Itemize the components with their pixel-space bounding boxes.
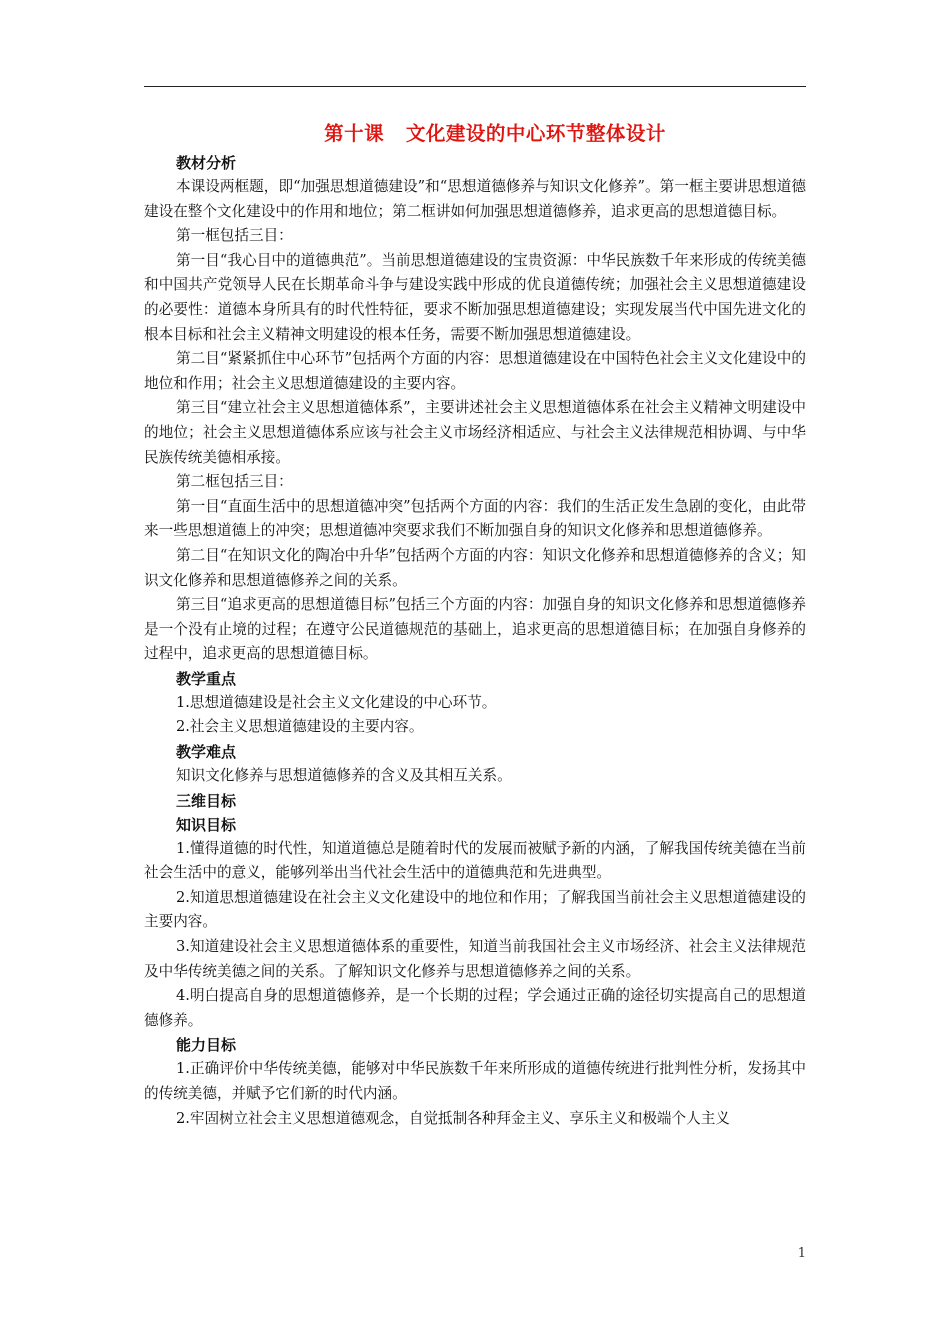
paragraph: 1.正确评价中华传统美德，能够对中华民族数千年来所形成的道德传统进行批判性分析，发扬其中的传统美德，并赋予它们新的时代内涵。 <box>144 1060 806 1102</box>
paragraph: 第三目“建立社会主义思想道德体系”，主要讲述社会主义思想道德体系在社会主义精神文明建设中的地位；社会主义思想道德体系应该与社会主义市场经济相适应、与社会主义法律规范相协调、与中华民族传统美德相承接。 <box>144 399 806 466</box>
paragraph: 知识文化修养与思想道德修养的含义及其相互关系。 <box>176 767 512 785</box>
paragraph: 4.明白提高自身的思想道德修养，是一个长期的过程；学会通过正确的途径切实提高自己的思想道德修养。 <box>144 987 806 1029</box>
paragraph: 第一目“我心目中的道德典范”。当前思想道德建设的宝贵资源：中华民族数千年来形成的传统美德和中国共产党领导人民在长期革命斗争与建设实践中形成的优良道德传统；加强社会主义思想道德建设的必要性：道德本身所具有的时代性特征，要求不断加强思想道德建设；实现发展当代中国先进文化的根本目标和社会主义精神文明建设的根本任务，需要不断加强思想道德建设。 <box>144 251 806 343</box>
page-number: 1 <box>797 1246 806 1261</box>
paragraph: 1.懂得道德的时代性，知道道德总是随着时代的发展而被赋予新的内涵，了解我国传统美德在当前社会生活中的意义，能够列举出当代社会生活中的道德典范和先进典型。 <box>144 839 806 882</box>
paragraph: 第一目“直面生活中的思想道德冲突”包括两个方面的内容：我们的生活正发生急剧的变化，由此带来一些思想道德上的冲突；思想道德冲突要求我们不断加强自身的知识文化修养和思想道德修养。 <box>144 497 806 540</box>
document-body <box>144 151 806 1131</box>
paragraph: 1.思想道德建设是社会主义文化建设的中心环节。 <box>176 693 497 711</box>
paragraph: 第二目“在知识文化的陶冶中升华”包括两个方面的内容：知识文化修养和思想道德修养的含义；知识文化修养和思想道德修养之间的关系。 <box>144 546 806 589</box>
section-heading: 三维目标 <box>176 791 237 810</box>
document-page <box>144 118 806 1131</box>
paragraph: 第三目“追求更高的思想道德目标”包括三个方面的内容：加强自身的知识文化修养和思想道德修养是一个没有止境的过程；在遵守公民道德规范的基础上，追求更高的思想道德目标；在加强自身修养的过程中，追求更高的思想道德目标。 <box>144 596 806 663</box>
paragraph: 第二目“紧紧抓住中心环节”包括两个方面的内容：思想道德建设在中国特色社会主义文化建设中的地位和作用；社会主义思想道德建设的主要内容。 <box>144 350 806 392</box>
section-heading: 能力目标 <box>176 1036 237 1055</box>
paragraph: 2.牢固树立社会主义思想道德观念，自觉抵制各种拜金主义、享乐主义和极端个人主义 <box>176 1109 730 1127</box>
paragraph: 3.知道建设社会主义思想道德体系的重要性，知道当前我国社会主义市场经济、社会主义法律规范及中华传统美德之间的关系。了解知识文化修养与思想道德修养之间的关系。 <box>144 938 806 980</box>
paragraph: 第二框包括三目： <box>176 473 293 491</box>
document-title: 第十课 文化建设的中心环节整体设计 <box>324 122 666 145</box>
paragraph: 2.知道思想道德建设在社会主义文化建设中的地位和作用；了解我国当前社会主义思想道德建设的主要内容。 <box>144 888 806 931</box>
paragraph: 本课设两框题，即“加强思想道德建设”和“思想道德修养与知识文化修养”。第一框主要讲思想道德建设在整个文化建设中的作用和地位；第二框讲如何加强思想道德修养，追求更高的思想道德目标。 <box>144 178 806 220</box>
section-heading: 知识目标 <box>176 815 237 834</box>
paragraph: 2.社会主义思想道德建设的主要内容。 <box>176 718 424 736</box>
section-heading: 教学重点 <box>176 669 237 688</box>
section-heading: 教材分析 <box>176 154 237 172</box>
paragraph: 第一框包括三目： <box>176 227 293 245</box>
section-heading: 教学难点 <box>176 743 237 762</box>
header-rule <box>144 86 806 87</box>
